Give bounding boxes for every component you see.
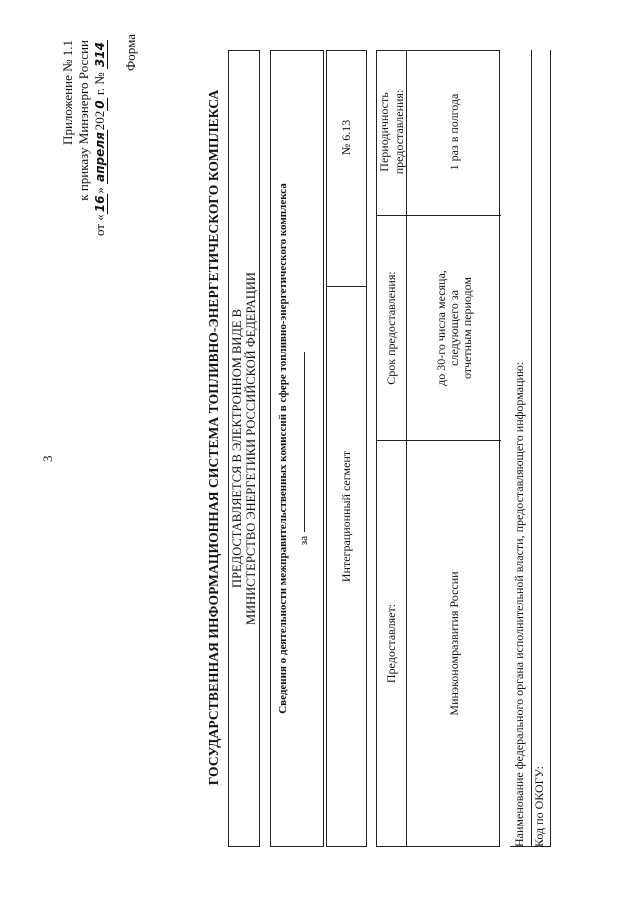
okogu-label: Код по ОКОГУ: (532, 766, 546, 847)
provided-box (228, 50, 260, 847)
value-periodicity: 1 раз в полгода (446, 93, 461, 171)
order-month: апреля (93, 132, 107, 182)
main-title: ГОСУДАРСТВЕННАЯ ИНФОРМАЦИОННАЯ СИСТЕМА ТОПЛИВНО-ЭНЕРГЕТИЧЕСКОГО КОМПЛЕКСА (206, 89, 221, 786)
header-periodicity: Периодичность предоставления: (376, 89, 406, 175)
okogu-line[interactable] (550, 50, 551, 847)
segment-box (326, 50, 367, 847)
order-year-suffix: 0 (93, 100, 107, 109)
segment-number: № 6.13 (339, 119, 353, 156)
page-number: 3 (40, 455, 55, 462)
authority-name-label: Наименование федерального органа исполнительной власти, предоставляющего информацию: (512, 361, 526, 847)
form-label: Форма (123, 34, 138, 71)
order-year-prefix: 202 (92, 110, 107, 131)
period-row (298, 51, 310, 846)
appendix-line-1: Приложение № 1.1 (60, 40, 75, 145)
header-submitter: Предоставляет: (377, 440, 406, 846)
value-submitter: Минэкономразвития России (407, 440, 501, 846)
table-header-row (377, 51, 407, 846)
value-deadline-cell (407, 215, 501, 440)
info-box (270, 50, 324, 847)
order-day: 16 (93, 195, 107, 213)
provided-line-2: МИНИСТЕРСТВО ЭНЕРГЕТИКИ РОССИЙСКОЙ ФЕДЕРАЦИИ (244, 272, 258, 625)
period-field[interactable] (304, 352, 305, 532)
appendix-block (60, 40, 108, 236)
header-deadline: Срок предоставления: (377, 215, 406, 440)
segment-label: Интеграционный сегмент (327, 286, 366, 846)
info-title: Сведения о деятельности межправительственных комиссий в сфере топливно-энергетического комплекса (277, 183, 289, 714)
appendix-line-2: к приказу Минэнерго России (76, 40, 91, 201)
order-number: 314 (93, 42, 107, 68)
authority-name-line[interactable] (531, 50, 532, 847)
provided-line-1: ПРЕДОСТАВЛЯЕТСЯ В ЭЛЕКТРОННОМ ВИДЕ В (230, 309, 244, 588)
order-quote-close: » (92, 187, 107, 194)
value-deadline: до 30-го числа месяца, следующего за отчетным периодом (433, 270, 474, 386)
submit-table (376, 50, 500, 847)
appendix-line-3 (92, 40, 108, 236)
period-label: за (298, 535, 310, 546)
table-row (407, 51, 501, 846)
order-from-prefix: от « (92, 214, 107, 237)
order-number-label: г. № (92, 69, 107, 99)
